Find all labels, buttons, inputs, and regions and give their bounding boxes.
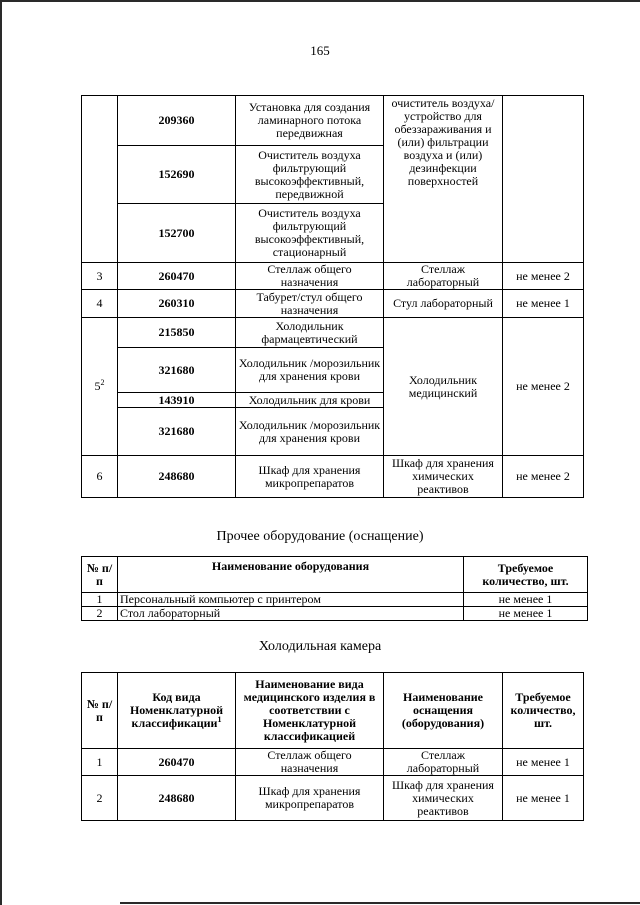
- row-number-cell: [82, 96, 118, 263]
- qty-cell: не менее 2: [503, 318, 584, 456]
- row-number-cell: 6: [82, 456, 118, 498]
- device-name-cell: Холодильник для крови: [236, 393, 384, 408]
- qty-cell: [503, 96, 584, 263]
- scan-border-top: [0, 0, 640, 2]
- device-name-header: Наименование вида медицинского изделия в соответствии с Номенклатурной классификацией: [236, 673, 384, 749]
- device-name-cell: Холодильник /морозильник для хранения крови: [236, 408, 384, 456]
- table-row: [82, 456, 584, 498]
- scan-border-left: [0, 0, 2, 905]
- device-name-cell: Табурет/стул общего назначения: [236, 290, 384, 318]
- table-row: [82, 290, 584, 318]
- equipment-table-continued: [81, 95, 584, 498]
- table-row: [82, 318, 584, 348]
- code-cell: 248680: [118, 776, 236, 821]
- equipment-cell: Стул лабораторный: [384, 290, 503, 318]
- code-cell: 321680: [118, 408, 236, 456]
- equipment-name-cell: Персональный компьютер с принтером: [118, 593, 464, 607]
- num-header: № п/п: [82, 673, 118, 749]
- table-row: [82, 96, 584, 146]
- num-header: № п/п: [82, 557, 118, 593]
- table-row: [82, 749, 584, 776]
- row-number-cell: 1: [82, 593, 118, 607]
- code-cell: 152690: [118, 146, 236, 204]
- table-header-row: [82, 673, 584, 749]
- qty-cell: не менее 1: [464, 607, 588, 621]
- row-number-cell: 2: [82, 607, 118, 621]
- code-cell: 260470: [118, 263, 236, 290]
- equipment-cell: Шкаф для хранения химических реактивов: [384, 456, 503, 498]
- table-row: [82, 263, 584, 290]
- equipment-cell: Шкаф для хранения химических реактивов: [384, 776, 503, 821]
- row-number-cell: 3: [82, 263, 118, 290]
- code-cell: 260310: [118, 290, 236, 318]
- device-name-cell: Холодильник фармацевтический: [236, 318, 384, 348]
- table-row: [82, 593, 588, 607]
- other-equipment-table: [81, 556, 588, 621]
- code-cell: 209360: [118, 96, 236, 146]
- footnote-marker: 1: [217, 715, 222, 724]
- qty-cell: не менее 1: [464, 593, 588, 607]
- code-cell: 143910: [118, 393, 236, 408]
- equipment-cell: очиститель воздуха/ устройство для обеззараживания и (или) фильтрации воздуха и (или) дезинфекции поверхностей: [384, 96, 503, 263]
- device-name-cell: Очиститель воздуха фильтрующий высокоэффективный, стационарный: [236, 204, 384, 263]
- section-title-other-equipment: Прочее оборудование (оснащение): [216, 529, 424, 544]
- device-name-cell: Шкаф для хранения микропрепаратов: [236, 456, 384, 498]
- table-row: [82, 607, 588, 621]
- code-cell: 215850: [118, 318, 236, 348]
- equipment-name-cell: Стол лабораторный: [118, 607, 464, 621]
- code-cell: 248680: [118, 456, 236, 498]
- name-header: Наименование оборудования: [118, 557, 464, 593]
- equipment-header: Наименование оснащения (оборудования): [384, 673, 503, 749]
- code-cell: 260470: [118, 749, 236, 776]
- section-title-cold-room: Холодильная камера: [258, 639, 382, 654]
- code-cell: 321680: [118, 348, 236, 393]
- device-name-cell: Установка для создания ламинарного потока передвижная: [236, 96, 384, 146]
- footnote-marker: 2: [100, 378, 105, 387]
- device-name-cell: Очиститель воздуха фильтрующий высокоэффективный, передвижной: [236, 146, 384, 204]
- qty-header: Требуемое количество, шт.: [464, 557, 588, 593]
- equipment-cell: Холодильник медицинский: [384, 318, 503, 456]
- table-row: [82, 776, 584, 821]
- cold-room-table: [81, 672, 584, 821]
- page-number: 165: [310, 43, 330, 58]
- table-header-row: [82, 557, 588, 593]
- qty-cell: не менее 1: [503, 776, 584, 821]
- row-number-cell: 1: [82, 749, 118, 776]
- row-number-cell: 2: [82, 776, 118, 821]
- equipment-cell: Стеллаж лабораторный: [384, 263, 503, 290]
- qty-cell: не менее 2: [503, 456, 584, 498]
- row-number-cell: $5^2$: [82, 318, 118, 456]
- scan-border-bottom: [120, 902, 640, 904]
- equipment-cell: Стеллаж лабораторный: [384, 749, 503, 776]
- device-name-cell: Шкаф для хранения микропрепаратов: [236, 776, 384, 821]
- device-name-cell: Стеллаж общего назначения: [236, 749, 384, 776]
- qty-cell: не менее 2: [503, 263, 584, 290]
- qty-cell: не менее 1: [503, 749, 584, 776]
- row-number-cell: 4: [82, 290, 118, 318]
- device-name-cell: Холодильник /морозильник для хранения крови: [236, 348, 384, 393]
- qty-cell: не менее 1: [503, 290, 584, 318]
- code-cell: 152700: [118, 204, 236, 263]
- code-header: Код вида Номенклатурной классификации$^1$: [118, 673, 236, 749]
- qty-header: Требуемое количество, шт.: [503, 673, 584, 749]
- device-name-cell: Стеллаж общего назначения: [236, 263, 384, 290]
